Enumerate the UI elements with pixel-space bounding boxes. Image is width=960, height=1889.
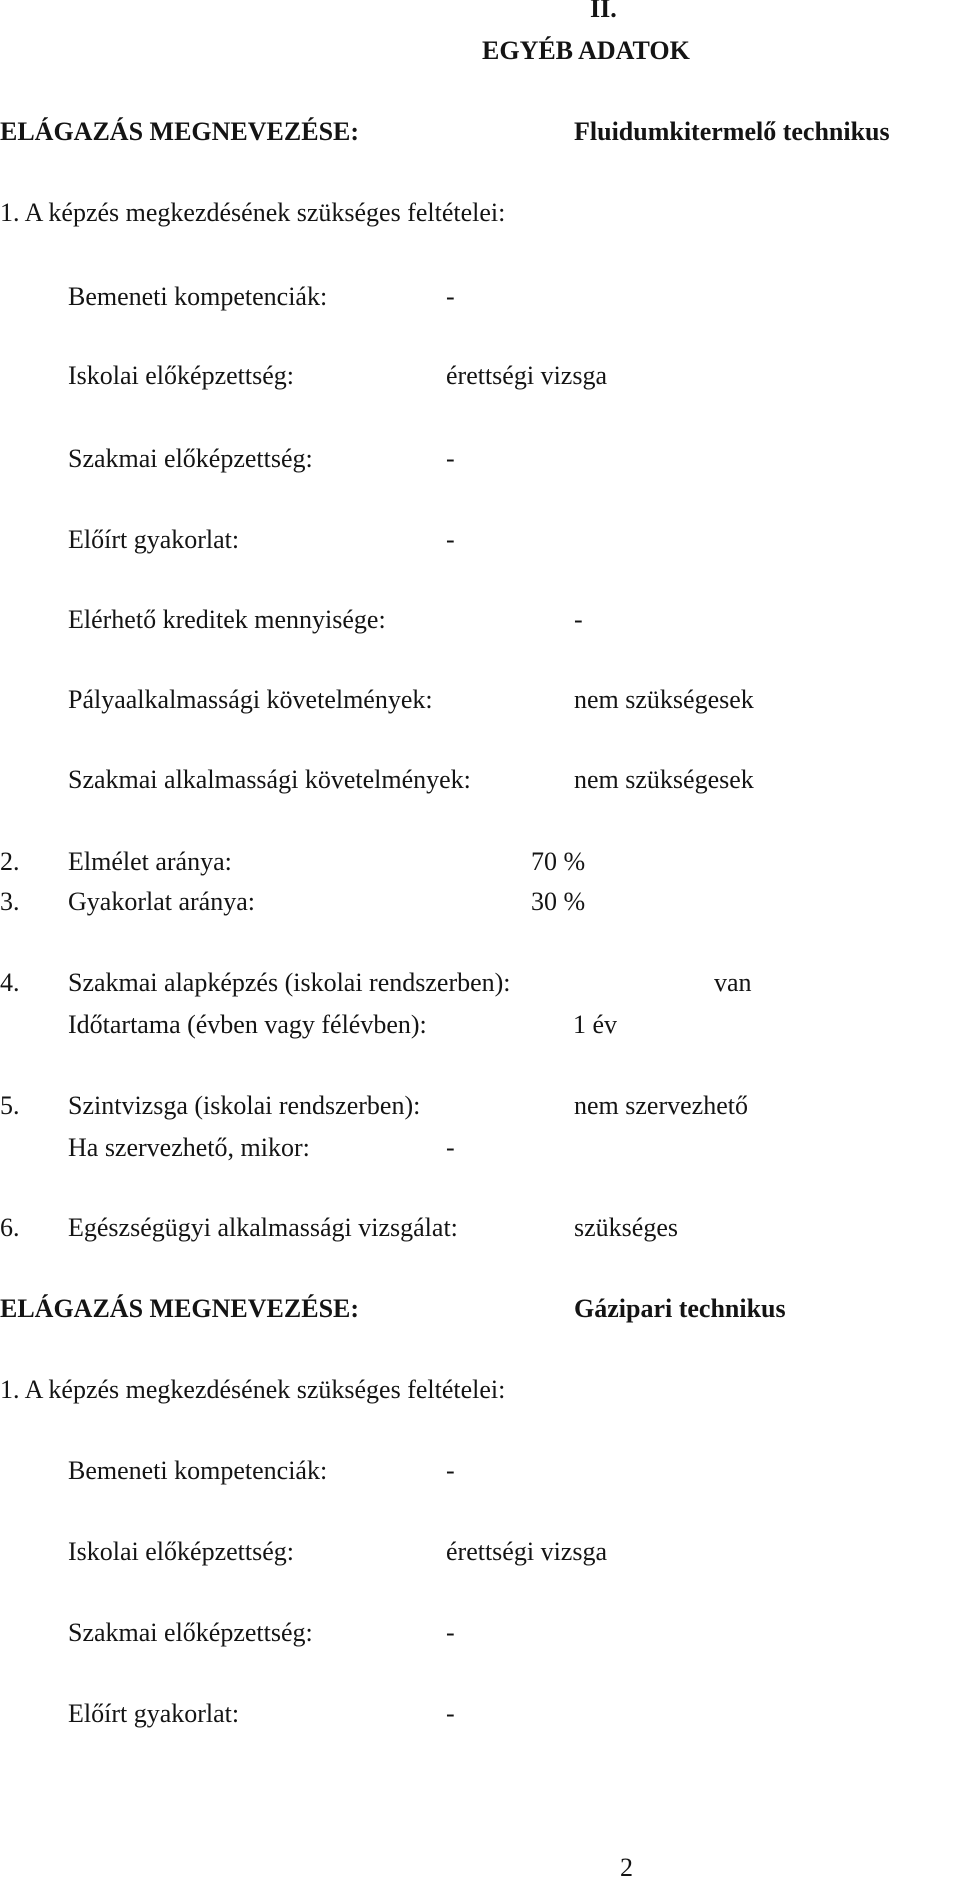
- prereq-label-palya: Pályaalkalmassági követelmények:: [68, 685, 433, 714]
- prereq-value-iskolai: érettségi vizsga: [446, 361, 607, 390]
- item-label-alapkepzes: Szakmai alapképzés (iskolai rendszerben):: [68, 968, 511, 997]
- branch-heading-label: ELÁGAZÁS MEGNEVEZÉSE:: [0, 1294, 360, 1323]
- prereq-label-kreditek: Elérhető kreditek mennyisége:: [68, 605, 386, 634]
- item-label-szintvizsga: Szintvizsga (iskolai rendszerben):: [68, 1091, 421, 1120]
- item-subvalue-idotartam: 1 év: [573, 1010, 618, 1039]
- item-number: 4.: [0, 968, 20, 997]
- prereq-value-szakmai: -: [446, 444, 455, 473]
- item-label-gyakorlat: Gyakorlat aránya:: [68, 887, 255, 916]
- prereq-label-bemeneti: Bemeneti kompetenciák:: [68, 1456, 328, 1485]
- page-number: 2: [620, 1853, 633, 1882]
- prereq-label-iskolai: Iskolai előképzettség:: [68, 361, 294, 390]
- prereq-label-iskolai: Iskolai előképzettség:: [68, 1537, 294, 1566]
- item-value-szintvizsga: nem szervezhető: [574, 1091, 748, 1120]
- item-value-egeszsegugyi: szükséges: [574, 1213, 678, 1242]
- item-value-elmelet: 70 %: [531, 847, 586, 876]
- prereq-value-bemeneti: -: [446, 282, 455, 311]
- prereq-value-iskolai: érettségi vizsga: [446, 1537, 607, 1566]
- item-label-elmelet: Elmélet aránya:: [68, 847, 232, 876]
- prereq-title: 1. A képzés megkezdésének szükséges feltételei:: [0, 198, 506, 227]
- prereq-value-kreditek: -: [574, 605, 583, 634]
- prereq-label-szakmai: Szakmai előképzettség:: [68, 1618, 313, 1647]
- item-label-egeszsegugyi: Egészségügyi alkalmassági vizsgálat:: [68, 1213, 458, 1242]
- prereq-value-szakmai: -: [446, 1618, 455, 1647]
- item-number: 5.: [0, 1091, 20, 1120]
- prereq-label-eloirt: Előírt gyakorlat:: [68, 525, 240, 554]
- item-subvalue-mikor: -: [446, 1133, 455, 1162]
- item-value-alapkepzes: van: [714, 968, 752, 997]
- item-number: 6.: [0, 1213, 20, 1242]
- prereq-label-bemeneti: Bemeneti kompetenciák:: [68, 282, 328, 311]
- prereq-value-eloirt: -: [446, 525, 455, 554]
- branch-heading-value: Fluidumkitermelő technikus: [574, 117, 890, 146]
- item-value-gyakorlat: 30 %: [531, 887, 586, 916]
- branch-heading-value: Gázipari technikus: [574, 1294, 786, 1323]
- section-number: II.: [590, 0, 617, 23]
- item-number: 3.: [0, 887, 20, 916]
- item-sublabel-mikor: Ha szervezhető, mikor:: [68, 1133, 310, 1162]
- prereq-title: 1. A képzés megkezdésének szükséges feltételei:: [0, 1375, 506, 1404]
- prereq-value-eloirt: -: [446, 1699, 455, 1728]
- prereq-label-szakmai: Szakmai előképzettség:: [68, 444, 313, 473]
- item-sublabel-idotartam: Időtartama (évben vagy félévben):: [68, 1010, 427, 1039]
- branch-heading-label: ELÁGAZÁS MEGNEVEZÉSE:: [0, 117, 360, 146]
- section-title: EGYÉB ADATOK: [482, 36, 690, 65]
- prereq-label-szakmai-alk: Szakmai alkalmassági követelmények:: [68, 765, 471, 794]
- item-number: 2.: [0, 847, 20, 876]
- prereq-label-eloirt: Előírt gyakorlat:: [68, 1699, 240, 1728]
- prereq-value-palya: nem szükségesek: [574, 685, 754, 714]
- prereq-value-bemeneti: -: [446, 1456, 455, 1485]
- prereq-value-szakmai-alk: nem szükségesek: [574, 765, 754, 794]
